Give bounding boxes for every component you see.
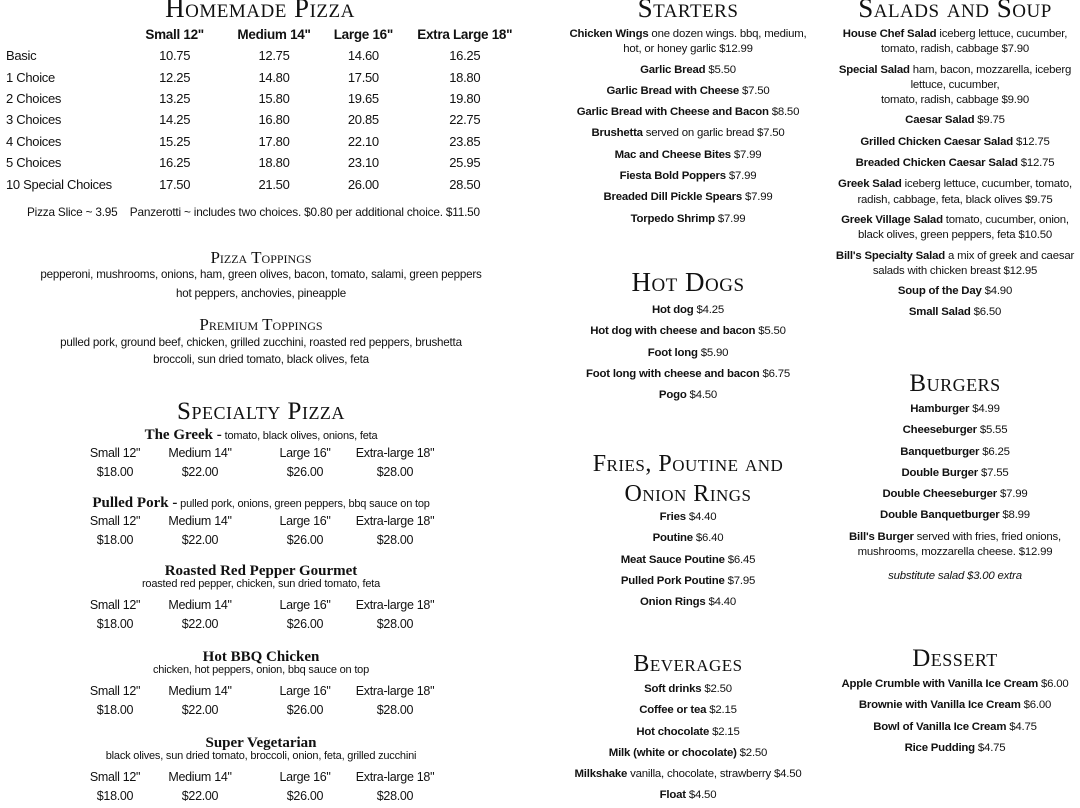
specialty-pizza-item	[0, 494, 522, 512]
menu-item-name: Brushetta	[591, 127, 643, 140]
pizza-row-label: 1 Choice	[6, 69, 55, 85]
hot-dogs-title: Hot Dogs	[631, 267, 745, 297]
menu-item-name: Milkshake	[574, 768, 628, 781]
menu-item-name: Breaded Chicken Caesar Salad	[855, 157, 1018, 170]
specialty-pizza-name: Hot BBQ Chicken	[202, 649, 320, 665]
menu-item-name: Double Cheeseburger	[882, 488, 998, 501]
size-xlarge-header: Extra Large 18"	[417, 27, 513, 42]
menu-item-detail: $7.50	[739, 84, 770, 97]
menu-item-detail: $7.95	[724, 574, 756, 587]
menu-item-name: Pulled Pork Poutine	[620, 574, 725, 587]
menu-item-detail: tomato, cucumber, onion,	[942, 213, 1069, 226]
menu-item-detail: $7.99	[742, 191, 773, 204]
menu-item	[832, 246, 1078, 282]
menu-item-detail: $7.99	[730, 148, 762, 161]
specialty-price: $28.00	[376, 789, 414, 803]
pizza-price-cell: 14.60	[347, 48, 379, 64]
menu-item-detail: $9.75	[974, 114, 1005, 127]
pizza-row-label: 5 Choices	[6, 155, 62, 171]
menu-item-name: Caesar Salad	[905, 114, 975, 127]
menu-item	[832, 399, 1078, 420]
specialty-price: $18.00	[96, 465, 134, 479]
menu-item-detail: $6.75	[759, 367, 790, 380]
menu-item-name: Greek Salad	[838, 178, 902, 191]
menu-item-name: Banquetburger	[900, 445, 980, 458]
menu-item	[832, 153, 1078, 174]
menu-item-name: Apple Crumble with Vanilla Ice Cream	[841, 678, 1039, 690]
menu-item-name: Fiesta Bold Poppers	[619, 170, 726, 183]
menu-item-name: Milk (white or chocolate)	[608, 746, 737, 759]
menu-item-name: Special Salad	[838, 63, 910, 76]
pizza-price-cell: 18.80	[449, 69, 481, 85]
pizza-price-cell: 19.65	[347, 90, 379, 106]
menu-item	[832, 674, 1078, 695]
menu-item	[560, 343, 816, 364]
pizza-price-cell: 19.80	[449, 90, 481, 106]
menu-item	[560, 528, 816, 549]
menu-item-detail: iceberg lettuce, cucumber, tomato,	[901, 178, 1072, 191]
specialty-pizza-desc: black olives, sun dried tomato, broccoli, onion, feta, grilled zucchini	[105, 750, 417, 762]
menu-item-name: Hot chocolate	[636, 725, 710, 738]
menu-item-name: Bill's Specialty Salad	[835, 249, 946, 262]
menu-item-name: Meat Sauce Poutine	[620, 553, 725, 566]
menu-item	[560, 300, 816, 321]
specialty-pizza-desc-line	[0, 664, 522, 676]
menu-item-name: Brownie with Vanilla Ice Cream	[858, 699, 1021, 712]
menu-item-name: Garlic Bread with Cheese	[606, 84, 740, 97]
pizza-table-header	[6, 24, 526, 45]
menu-item-detail: $4.40	[685, 511, 717, 523]
menu-item	[832, 738, 1078, 759]
pizza-toppings-line1: pepperoni, mushrooms, onions, ham, green olives, bacon, tomato, salami, green peppers	[40, 268, 482, 281]
pizza-price-cell: 14.25	[159, 112, 191, 128]
hot-dogs-list	[560, 300, 816, 406]
starters-list	[560, 24, 816, 230]
menu-item-name: Greek Village Salad	[841, 213, 943, 226]
specialty-price: $26.00	[286, 533, 324, 547]
menu-item	[560, 385, 816, 406]
specialty-size-label: Extra-large 18"	[355, 598, 435, 612]
pizza-row-label: 3 Choices	[6, 112, 62, 128]
salads-title: Salads and Soup	[858, 0, 1052, 23]
menu-item	[560, 679, 816, 700]
pizza-price-cell: 15.25	[159, 133, 191, 149]
specialty-price: $22.00	[181, 617, 219, 631]
menu-item	[560, 81, 816, 102]
specialty-size-label: Small 12"	[89, 684, 141, 698]
specialty-size-label: Large 16"	[279, 770, 331, 784]
menu-item	[560, 550, 816, 571]
pizza-price-cell: 16.25	[449, 48, 481, 64]
fries-title-line2: Onion Rings	[624, 481, 752, 507]
menu-item-detail: $6.45	[724, 553, 756, 566]
specialty-pizza-item	[0, 426, 522, 444]
menu-item	[560, 102, 816, 123]
menu-item-name: Mac and Cheese Bites	[614, 148, 731, 161]
specialty-pizza-name: Pulled Pork -	[92, 495, 178, 511]
menu-item	[832, 442, 1078, 463]
specialty-pizza-desc: chicken, hot peppers, onion, bbq sauce on top	[152, 664, 370, 676]
pizza-price-cell: 12.25	[159, 69, 191, 85]
menu-item-detail: $4.90	[981, 285, 1013, 298]
specialty-size-label: Medium 14"	[168, 514, 232, 528]
menu-item	[832, 717, 1078, 738]
premium-toppings-line2: broccoli, sun dried tomato, black olives, feta	[153, 353, 369, 366]
menu-item-name: Small Salad	[908, 306, 971, 319]
menu-item-detail: $8.50	[768, 106, 800, 119]
pizza-footnote: Pizza Slice ~ 3.95 Panzerotti ~ includes two choices. $0.80 per additional choice. $11.50	[27, 205, 480, 219]
menu-item-detail: $2.15	[709, 725, 740, 738]
specialty-price: $28.00	[376, 703, 414, 717]
menu-item	[832, 110, 1078, 131]
specialty-pizza-desc: roasted red pepper, chicken, sun dried tomato, feta	[141, 578, 381, 590]
pizza-row-label: 4 Choices	[6, 133, 62, 149]
menu-item-detail: lettuce, cucumber,	[910, 78, 1000, 91]
fries-title-line1: Fries, Poutine and	[592, 451, 784, 477]
menu-item-detail: tomato, radish, cabbage $9.90	[880, 94, 1030, 107]
menu-item-detail: $8.99	[999, 509, 1030, 522]
menu-item-name: Onion Rings	[640, 596, 706, 609]
menu-item-name: Rice Pudding	[904, 741, 975, 754]
specialty-size-label: Medium 14"	[168, 684, 232, 698]
specialty-price: $22.00	[181, 703, 219, 717]
menu-item	[832, 463, 1078, 484]
menu-item-detail: $4.40	[705, 596, 736, 609]
menu-item-detail: $2.50	[701, 683, 732, 695]
menu-item-detail: $7.99	[725, 170, 757, 183]
menu-item	[560, 60, 816, 81]
pizza-price-cell: 23.85	[449, 133, 481, 149]
specialty-pizza-desc: pulled pork, onions, green peppers, bbq sauce on top	[177, 498, 430, 510]
burgers-list	[832, 399, 1078, 527]
menu-item-detail: salads with chicken breast $12.95	[872, 264, 1038, 277]
pizza-price-cell: 20.85	[347, 112, 379, 128]
menu-item	[560, 123, 816, 144]
bills-burger-desc: served with fries, fried onions,	[913, 531, 1061, 543]
menu-item-detail: one dozen wings. bbq, medium,	[648, 28, 807, 40]
menu-item	[560, 166, 816, 187]
menu-item-detail: hot, or honey garlic $12.99	[623, 43, 753, 56]
menu-item-name: Pogo	[658, 389, 687, 402]
menu-item-detail: tomato, radish, cabbage $7.90	[880, 43, 1030, 56]
menu-item-name: Breaded Dill Pickle Spears	[603, 191, 743, 204]
pizza-table-row	[6, 66, 526, 87]
specialty-price: $26.00	[286, 617, 324, 631]
menu-item-detail: $7.99	[997, 488, 1028, 501]
menu-item-name: Fries	[659, 511, 686, 523]
menu-item	[832, 132, 1078, 153]
pizza-table-row	[6, 173, 526, 194]
bills-burger-name: Bill's Burger	[849, 531, 914, 543]
menu-item	[832, 24, 1078, 60]
menu-item-name: Cheeseburger	[902, 424, 977, 437]
menu-item	[560, 209, 816, 230]
menu-item-detail: radish, cabbage, feta, black olives $9.75	[857, 193, 1053, 206]
menu-item-detail: $6.50	[970, 306, 1002, 319]
menu-item-detail: black olives, green peppers, feta $10.50	[857, 229, 1052, 242]
menu-item	[832, 60, 1078, 111]
beverages-list	[560, 679, 816, 807]
menu-item-detail: $5.55	[976, 424, 1008, 437]
pizza-price-cell: 21.50	[258, 176, 290, 192]
burgers-title: Burgers	[909, 370, 1001, 397]
specialty-size-label: Extra-large 18"	[355, 446, 435, 460]
pizza-table-row	[6, 45, 526, 66]
beverages-title: Beverages	[633, 651, 743, 677]
specialty-size-label: Medium 14"	[168, 770, 232, 784]
specialty-price: $28.00	[376, 617, 414, 631]
specialty-size-label: Extra-large 18"	[355, 770, 435, 784]
menu-item-detail: $4.75	[974, 741, 1006, 754]
menu-item	[560, 700, 816, 721]
menu-item-detail: vanilla, chocolate, strawberry $4.50	[627, 768, 802, 781]
pizza-price-cell: 26.00	[347, 176, 379, 192]
menu-item-detail: a mix of greek and caesar	[945, 249, 1075, 262]
homemade-pizza-title: Homemade Pizza	[165, 0, 355, 23]
specialty-price: $28.00	[376, 533, 414, 547]
specialty-price: $18.00	[96, 533, 134, 547]
menu-item-detail: $6.00	[1020, 699, 1052, 712]
specialty-size-label: Small 12"	[89, 514, 141, 528]
size-medium-header: Medium 14"	[237, 27, 311, 42]
specialty-price: $26.00	[286, 789, 324, 803]
pizza-price-cell: 14.80	[258, 69, 290, 85]
pizza-table-row	[6, 109, 526, 130]
pizza-price-cell: 28.50	[449, 176, 481, 192]
menu-item	[560, 722, 816, 743]
menu-item-detail: $7.55	[978, 466, 1009, 479]
dessert-title: Dessert	[912, 645, 998, 672]
size-large-header: Large 16"	[333, 27, 393, 42]
pizza-price-cell: 10.75	[159, 48, 191, 64]
pizza-price-cell: 12.75	[258, 48, 290, 64]
menu-item-detail: $6.25	[979, 445, 1010, 458]
menu-item-detail: $6.00	[1038, 678, 1069, 690]
specialty-price: $26.00	[286, 703, 324, 717]
premium-toppings-line1: pulled pork, ground beef, chicken, grilled zucchini, roasted red peppers, brushetta	[60, 336, 462, 349]
menu-item-detail: $12.75	[1017, 157, 1055, 170]
menu-item-detail: $4.99	[969, 403, 1000, 415]
pizza-table-row	[6, 152, 526, 173]
menu-item	[832, 302, 1078, 323]
specialty-pizza-desc-line	[0, 750, 522, 762]
menu-item-name: Hamburger	[910, 403, 970, 415]
menu-item-name: Double Burger	[901, 466, 979, 479]
menu-item-detail: $4.50	[685, 789, 717, 802]
pizza-price-table	[6, 24, 526, 195]
menu-item-detail: $2.50	[736, 746, 768, 759]
bills-burger-desc2: mushrooms, mozzarella cheese. $12.99	[857, 546, 1053, 559]
menu-item-detail: $7.99	[714, 212, 746, 225]
menu-item-name: Poutine	[652, 532, 693, 545]
pizza-row-label: 10 Special Choices	[6, 176, 112, 192]
specialty-size-label: Large 16"	[279, 598, 331, 612]
fries-list	[560, 507, 816, 613]
premium-toppings-title: Premium Toppings	[199, 315, 323, 334]
menu-item-name: Bowl of Vanilla Ice Cream	[873, 720, 1007, 733]
menu-item	[560, 507, 816, 528]
menu-item-name: Hot dog	[651, 304, 694, 316]
specialty-size-label: Large 16"	[279, 446, 331, 460]
specialty-price: $18.00	[96, 703, 134, 717]
pizza-table-row	[6, 131, 526, 152]
menu-item-name: Soup of the Day	[897, 285, 982, 298]
specialty-price: $22.00	[181, 789, 219, 803]
dessert-list	[832, 674, 1078, 759]
menu-item-name: Garlic Bread with Cheese and Bacon	[576, 106, 769, 119]
menu-item-name: Garlic Bread	[640, 63, 706, 76]
menu-item	[560, 764, 816, 785]
specialty-pizza-desc: tomato, black olives, onions, feta	[221, 430, 378, 442]
menu-item	[832, 484, 1078, 505]
starters-title: Starters	[637, 0, 739, 23]
specialty-size-label: Small 12"	[89, 770, 141, 784]
menu-item-detail: $5.90	[697, 346, 729, 359]
pizza-price-cell: 13.25	[159, 90, 191, 106]
menu-item-detail: $12.75	[1013, 135, 1050, 148]
pizza-toppings-title: Pizza Toppings	[210, 248, 312, 267]
specialty-pizza-name: Super Vegetarian	[205, 735, 317, 751]
specialty-size-label: Small 12"	[89, 598, 141, 612]
pizza-row-label: Basic	[6, 48, 37, 64]
menu-item	[560, 592, 816, 613]
menu-item-name: Coffee or tea	[639, 704, 707, 717]
pizza-price-cell: 23.10	[347, 155, 379, 171]
menu-item-name: Double Banquetburger	[880, 509, 1000, 522]
menu-item	[832, 695, 1078, 716]
menu-item	[560, 321, 816, 342]
specialty-size-label: Large 16"	[279, 684, 331, 698]
menu-item-name: Grilled Chicken Caesar Salad	[860, 135, 1014, 148]
menu-item	[560, 743, 816, 764]
menu-item-detail: iceberg lettuce, cucumber,	[936, 28, 1068, 40]
pizza-table-row	[6, 88, 526, 109]
menu-item	[560, 145, 816, 166]
menu-item	[560, 24, 816, 60]
menu-item-detail: $4.25	[693, 304, 725, 316]
pizza-price-cell: 16.25	[159, 155, 191, 171]
menu-item-name: Foot long	[647, 346, 698, 359]
size-small-header: Small 12"	[145, 27, 204, 42]
specialty-size-label: Small 12"	[89, 446, 141, 460]
menu-item-name: Chicken Wings	[569, 28, 649, 40]
menu-item-name: Foot long with cheese and bacon	[585, 367, 760, 380]
menu-item-detail: $6.40	[692, 532, 724, 545]
specialty-size-label: Medium 14"	[168, 598, 232, 612]
pizza-toppings-line2: hot peppers, anchovies, pineapple	[175, 287, 346, 300]
specialty-price: $18.00	[96, 789, 134, 803]
pizza-price-cell: 16.80	[258, 112, 290, 128]
specialty-price: $18.00	[96, 617, 134, 631]
specialty-price: $22.00	[181, 465, 219, 479]
menu-item	[832, 174, 1078, 210]
specialty-pizza-name: Roasted Red Pepper Gourmet	[164, 563, 358, 579]
menu-item-detail: ham, bacon, mozzarella, iceberg	[909, 63, 1072, 76]
specialty-pizza-desc-line	[0, 578, 522, 590]
menu-item	[832, 210, 1078, 246]
menu-item	[832, 420, 1078, 441]
menu-item-name: Float	[659, 789, 686, 802]
menu-item-name: Soft drinks	[644, 683, 702, 695]
specialty-size-label: Medium 14"	[168, 446, 232, 460]
salads-list	[832, 24, 1078, 324]
menu-item-name: Torpedo Shrimp	[630, 212, 715, 225]
pizza-price-cell: 22.75	[449, 112, 481, 128]
specialty-size-label: Large 16"	[279, 514, 331, 528]
menu-item-detail: $2.15	[706, 704, 737, 717]
menu-item-detail: $4.50	[686, 389, 718, 402]
bills-burger	[832, 530, 1078, 561]
pizza-price-cell: 22.10	[347, 133, 379, 149]
specialty-size-label: Extra-large 18"	[355, 684, 435, 698]
menu-item-detail: served on garlic bread $7.50	[642, 127, 785, 140]
menu-item	[560, 571, 816, 592]
menu-item	[560, 785, 816, 806]
pizza-price-cell: 17.80	[258, 133, 290, 149]
specialty-price: $22.00	[181, 533, 219, 547]
pizza-price-cell: 18.80	[258, 155, 290, 171]
burger-substitute-note: substitute salad $3.00 extra	[888, 570, 1022, 582]
specialty-price: $28.00	[376, 465, 414, 479]
specialty-pizza-title: Specialty Pizza	[177, 398, 345, 425]
menu-item-name: Hot dog with cheese and bacon	[590, 325, 756, 338]
specialty-size-label: Extra-large 18"	[355, 514, 435, 528]
menu-item-detail: $4.75	[1006, 720, 1037, 733]
specialty-pizza-name: The Greek -	[144, 427, 222, 443]
pizza-price-cell: 25.95	[449, 155, 481, 171]
menu-item	[560, 187, 816, 208]
menu-item	[560, 364, 816, 385]
pizza-row-label: 2 Choices	[6, 90, 62, 106]
menu-item	[832, 281, 1078, 302]
pizza-price-cell: 17.50	[347, 69, 379, 85]
menu-item	[832, 505, 1078, 526]
pizza-price-cell: 17.50	[159, 176, 191, 192]
menu-item-detail: $5.50	[705, 63, 736, 76]
pizza-price-cell: 15.80	[258, 90, 290, 106]
menu-item-detail: $5.50	[755, 325, 786, 338]
specialty-price: $26.00	[286, 465, 324, 479]
menu-item-name: House Chef Salad	[842, 28, 937, 40]
